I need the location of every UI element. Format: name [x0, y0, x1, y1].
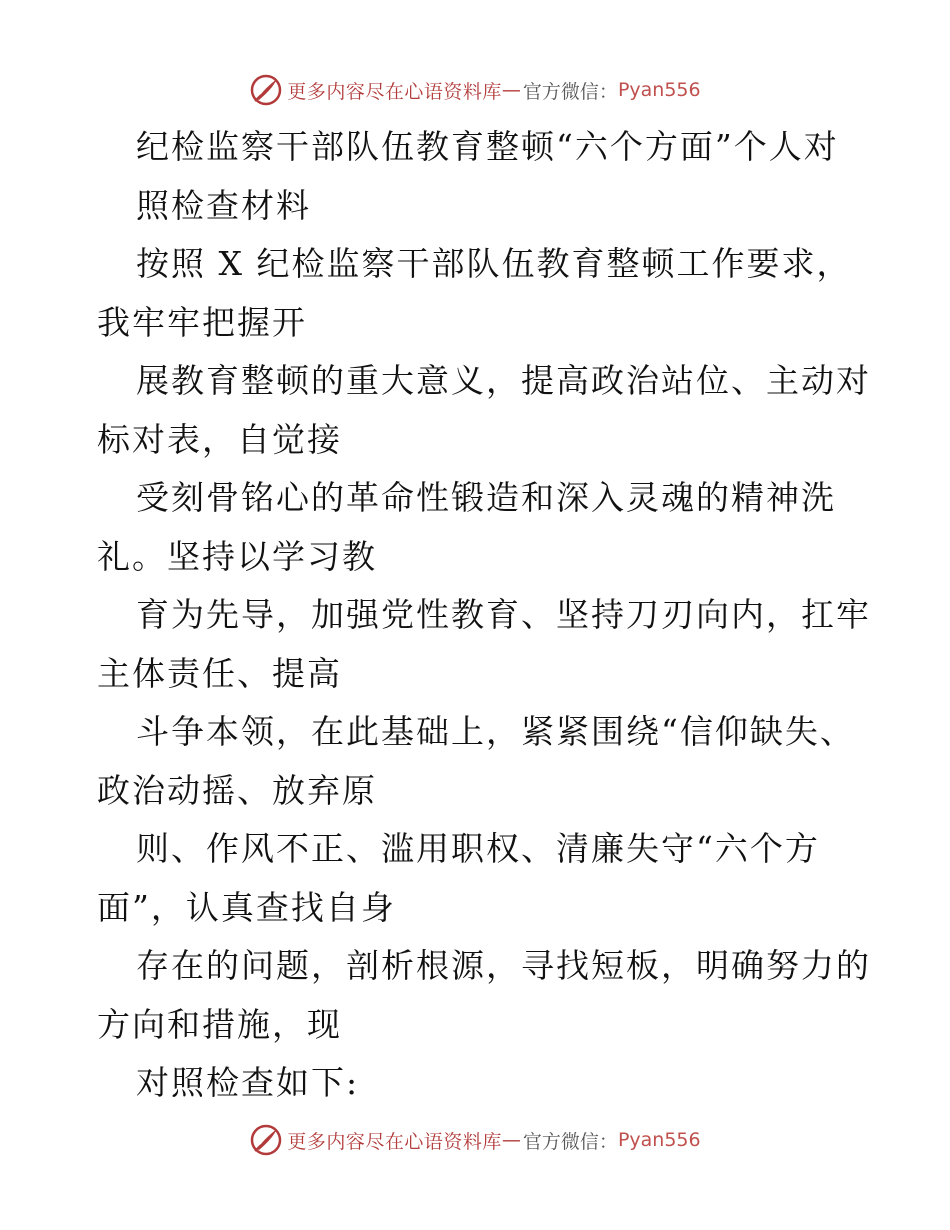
text-line: 主体责任、提高: [97, 653, 342, 693]
text-line: 则、作风不正、滥用职权、清廉失守“六个方: [136, 829, 820, 868]
text-line: 受刻骨铭心的革命性锻造和深入灵魂的精神洗: [136, 478, 836, 517]
text-line: 存在的问题，剖析根源，寻找短板，明确努力的: [136, 946, 871, 985]
header-watermark: [0, 70, 950, 110]
watermark-dash: —: [501, 79, 521, 101]
text-line: 我牢牢把握开: [97, 302, 307, 342]
title-line-2: 照检查材料: [136, 185, 311, 225]
watermark-id: Pyan556: [617, 79, 701, 101]
watermark-dash: —: [501, 1129, 521, 1151]
document-body: [0, 118, 950, 1113]
watermark-id: Pyan556: [617, 1129, 701, 1151]
text-line: 政治动摇、放弃原: [97, 770, 377, 810]
text-line: 展教育整顿的重大意义，提高政治站位、主动对: [136, 361, 871, 400]
watermark-contact: 官方微信：: [522, 80, 618, 103]
footer-watermark: [0, 1120, 950, 1160]
text-line: 方向和措施，现: [97, 1004, 342, 1044]
text-line: 斗争本领，在此基础上，紧紧围绕“信仰缺失、: [136, 712, 855, 751]
quill-logo-icon: [249, 1123, 283, 1157]
quill-logo-icon: [249, 73, 283, 107]
text-line: 标对表，自觉接: [97, 419, 342, 459]
text-line: 育为先导，加强党性教育、坚持刀刃向内，扛牢: [136, 595, 871, 634]
watermark-contact: 官方微信：: [522, 1130, 618, 1153]
watermark-site: 更多内容尽在心语资料库: [287, 1130, 502, 1153]
text-line: 按照 X 纪检监察干部队伍教育整顿工作要求，: [136, 244, 852, 283]
text-line: 对照检查如下:: [136, 1063, 360, 1102]
text-line: 礼。坚持以学习教: [97, 536, 377, 576]
watermark-site: 更多内容尽在心语资料库: [287, 80, 502, 103]
text-line: 面”，认真查找自身: [97, 887, 396, 927]
title-line-1: 纪检监察干部队伍教育整顿“六个方面”个人对: [136, 127, 839, 166]
